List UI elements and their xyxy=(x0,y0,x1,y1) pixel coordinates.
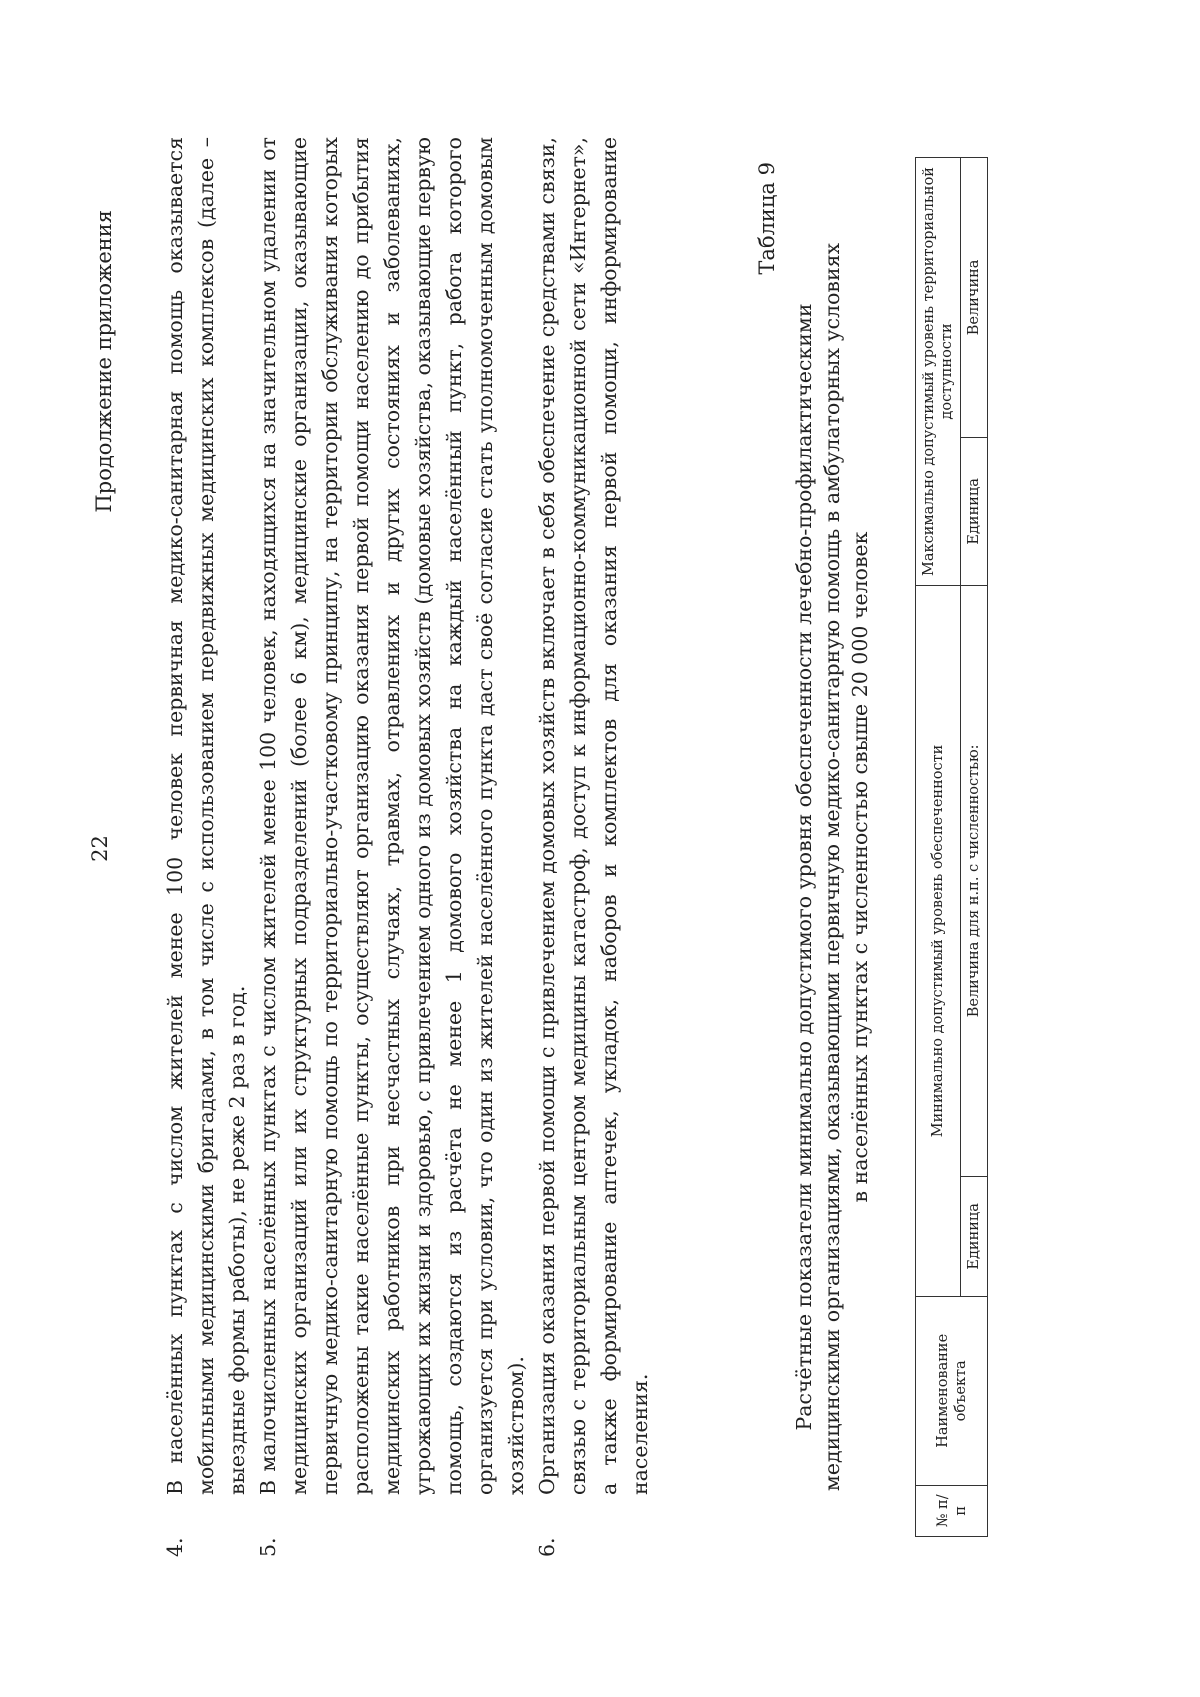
list-item-text: В населённых пунктах с числом жителей менее 100 человек первичная медико-санитарная помощь оказывается мобильными медицинскими бригадами, в том числе с использованием передвижных медицинских комплексов (далее – выездные формы работы), не реже 2 раз в год. xyxy=(163,137,249,1495)
col-header-name: Наименование объекта xyxy=(916,1296,988,1485)
list-item-text: В малочисленных населённых пунктах с числом жителей менее 100 человек, находящихся на значительном удалении от медицинских организаций или их структурных подразделений (более 6 км), медицинские организации, оказывающие первичную медико-санитарную помощь по территориально-участковому принципу, на территории обслуживания которых расположены такие населённые пункты, осуществляют организацию оказания первой помощи населению до прибытия медицинских работников при несчастных случаях, травмах, отравлениях и других состояниях и заболеваниях, угрожающих их жизни и здоровью, с привлечением одного из домовых хозяйств (домовые хозяйства, оказывающие первую помощь, создаются из расчёта не менее 1 домового хозяйства на каждый населённый пункт, работа которого организуется при условии, что один из жителей населённого пункта даст своё согласие стать уполномоченным домовым хозяйством). xyxy=(256,137,528,1495)
numbered-list xyxy=(160,137,656,1557)
list-item xyxy=(160,137,253,1557)
list-item-number: 4. xyxy=(163,1537,187,1557)
col-header-min-level: Минимально допустимый уровень обеспеченности xyxy=(916,585,961,1296)
table-caption: Таблица 9 xyxy=(755,162,779,275)
col-header-value-access: Величина xyxy=(961,158,988,438)
col-header-unit: Единица xyxy=(961,1176,988,1296)
col-header-max-level: Максимально допустимый уровень территориальной доступности xyxy=(916,158,961,586)
table-header-row xyxy=(916,158,961,1537)
running-title: Продолжение приложения xyxy=(92,210,116,513)
list-item xyxy=(253,137,532,1557)
indicators-table xyxy=(915,157,988,1537)
table-heading: Расчётные показатели минимально допустимого уровня обеспеченности лечебно-профилактическими медицинскими организациями, оказывающими первичную медико-санитарную помощь в амбулаторных условиях в населённых пунктах с численностью свыше 20 000 человек xyxy=(792,242,872,1492)
table-container xyxy=(915,157,988,1537)
list-item-number: 6. xyxy=(535,1537,559,1557)
list-item-text: Организация оказания первой помощи с привлечением домовых хозяйств включает в себя обеспечение средствами связи, связью с территориальным центром медицины катастроф, доступ к информационно-коммуникационной сети «Интернет», а также формирование аптечек, укладок, наборов и комплектов для оказания первой помощи, информирование населения. xyxy=(535,137,652,1495)
col-header-num: № п/п xyxy=(916,1485,988,1536)
list-item xyxy=(532,137,656,1557)
list-item-number: 5. xyxy=(256,1537,280,1557)
col-header-value-by-population: Величина для н.п. с численностью: xyxy=(961,585,988,1176)
page-number: 22 xyxy=(88,835,112,862)
col-header-unit-access: Единица xyxy=(961,437,988,585)
